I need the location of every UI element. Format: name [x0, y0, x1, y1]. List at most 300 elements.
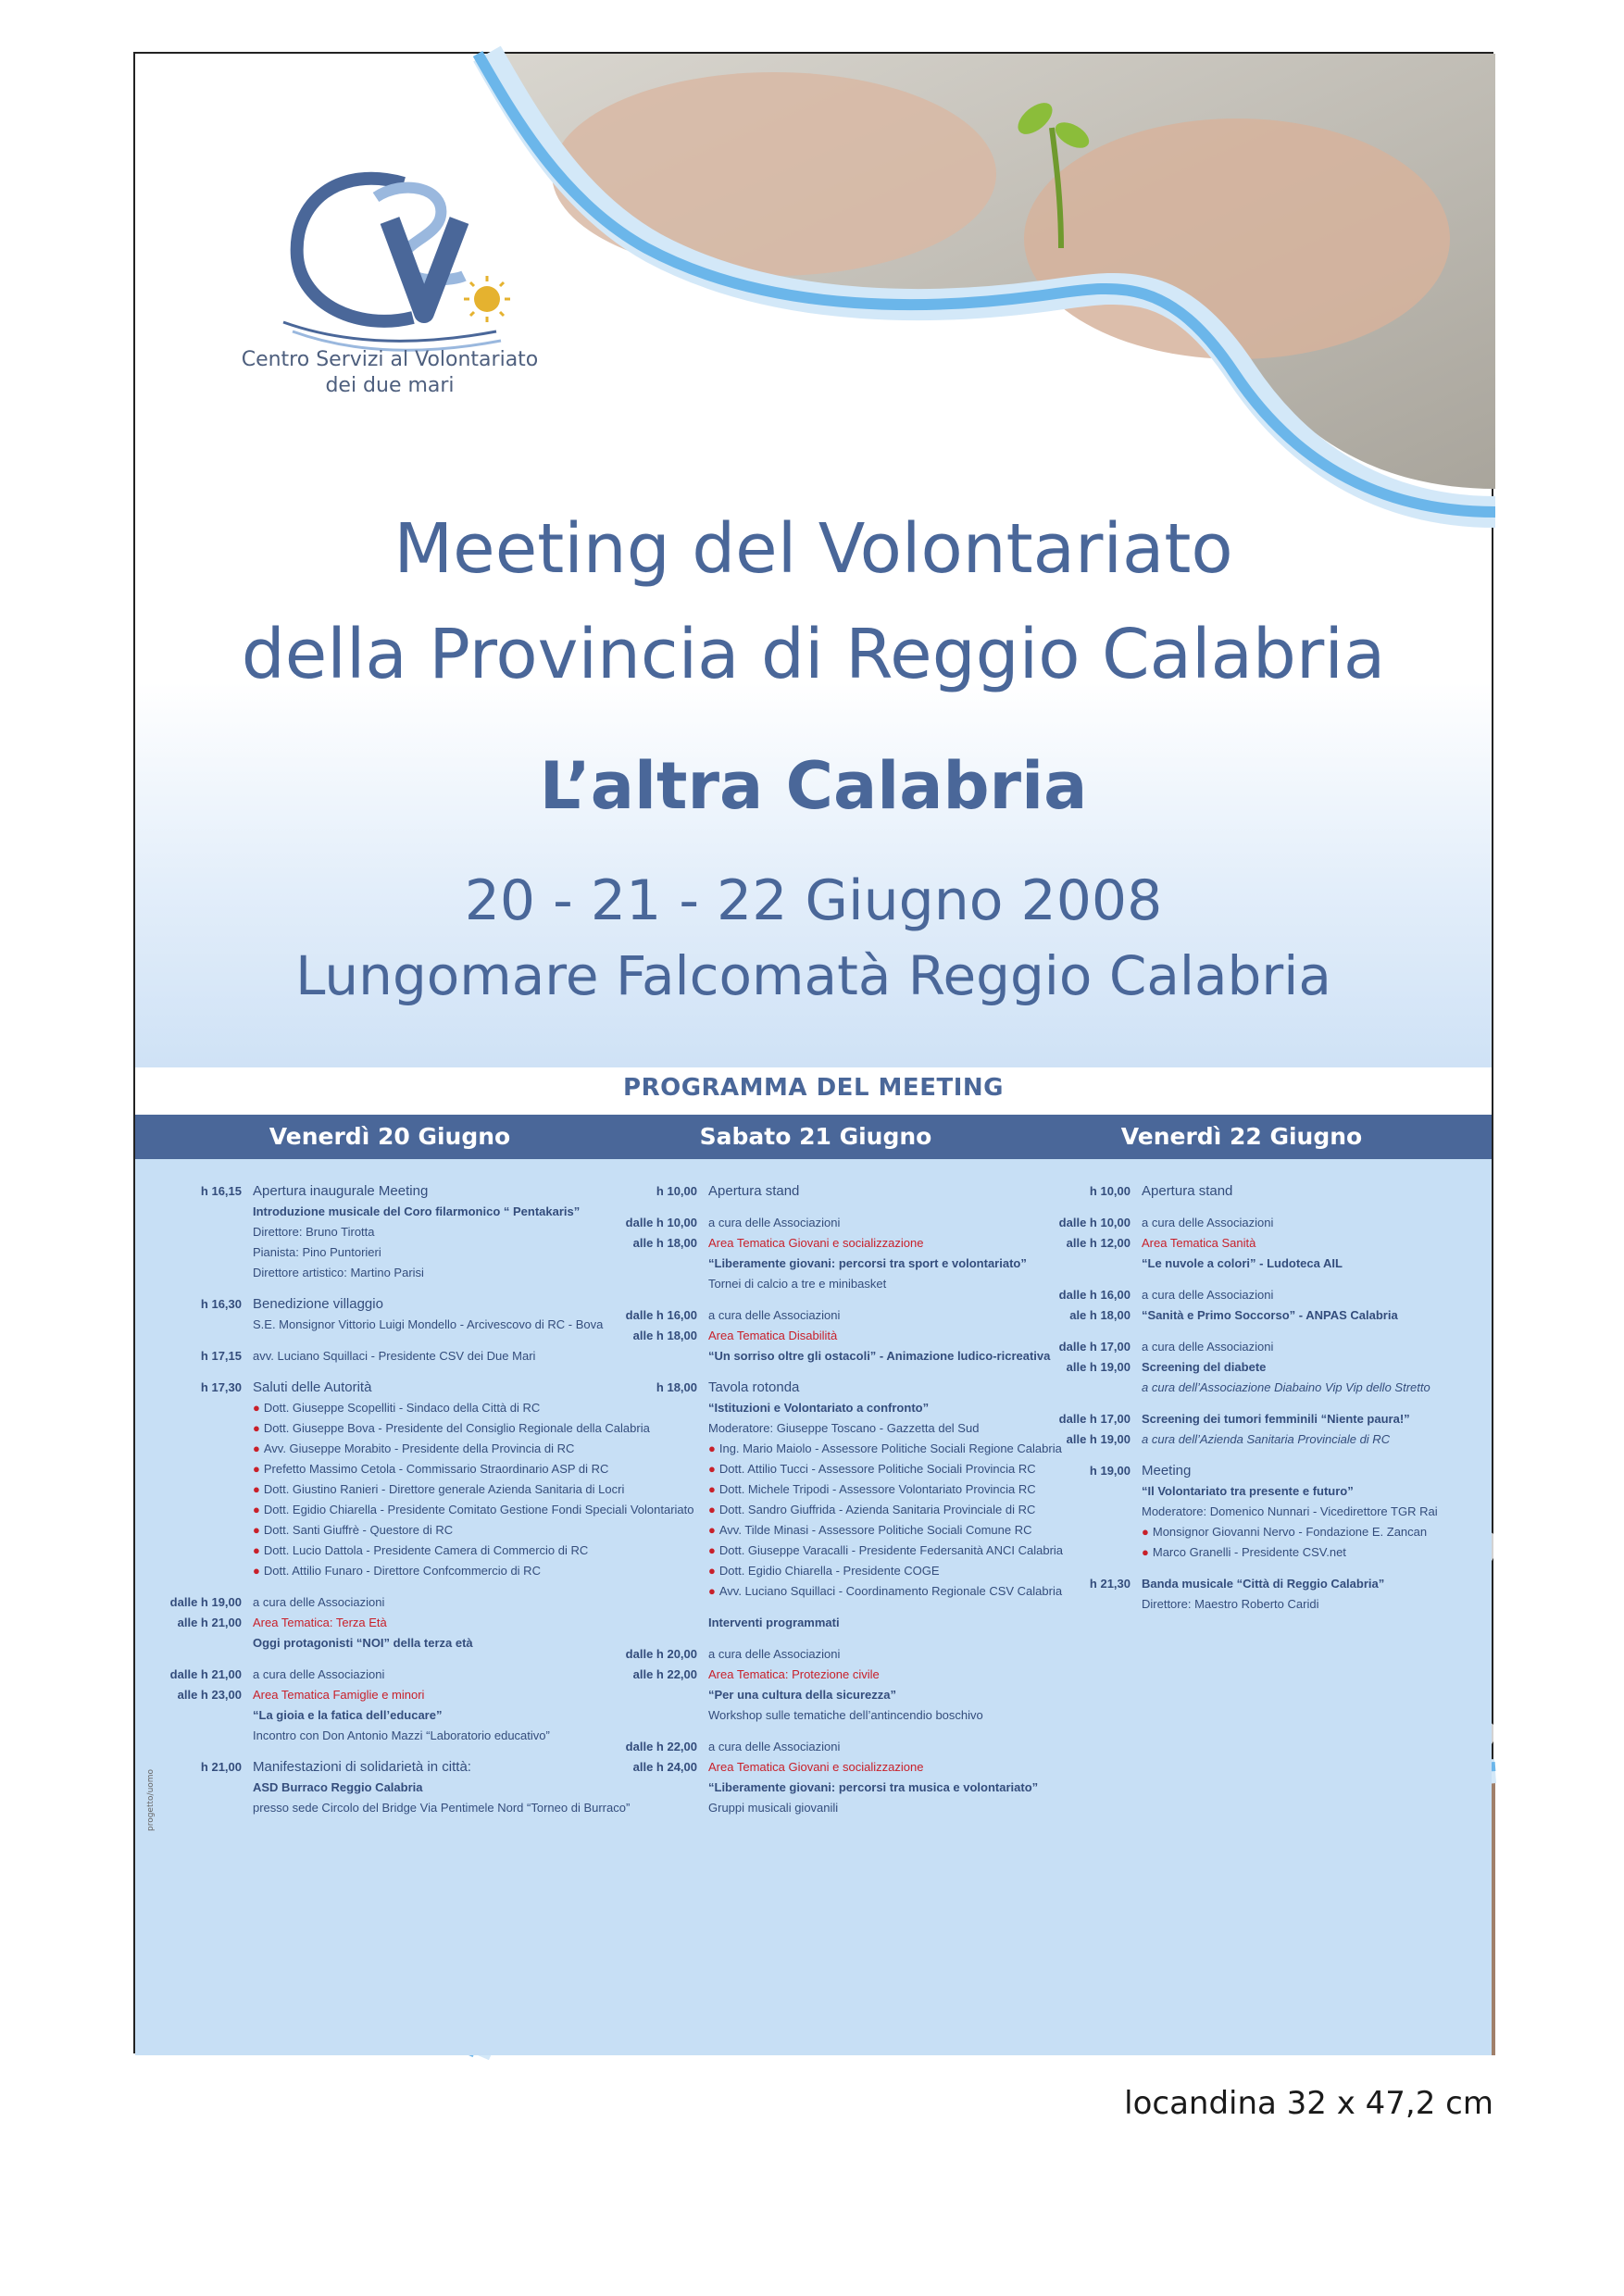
schedule-text [253, 1346, 589, 1366]
schedule-text-label: Benedizione villaggio [253, 1296, 383, 1312]
schedule-text-label: Meeting [1142, 1463, 1192, 1479]
schedule-row [154, 1561, 589, 1581]
schedule-text-label: Moderatore: Domenico Nunnari - Vicedirettore TGR Rai [1142, 1504, 1438, 1518]
schedule-time: h 16,30 [200, 1297, 242, 1311]
bullet-icon: ● [253, 1523, 260, 1537]
schedule-text [253, 1541, 589, 1561]
hand-shape [1024, 119, 1450, 359]
schedule-text [708, 1613, 1035, 1633]
schedule-time [154, 1418, 253, 1439]
schedule-text [253, 1665, 589, 1685]
schedule-text-label: Area Tematica Sanità [1142, 1236, 1256, 1250]
bullet-icon: ● [1142, 1525, 1149, 1539]
schedule-text [253, 1439, 589, 1459]
schedule-text [253, 1561, 589, 1581]
schedule-time [154, 1520, 253, 1541]
schedule-text [708, 1439, 1062, 1459]
schedule-row [154, 1685, 589, 1705]
bullet-icon: ● [708, 1584, 716, 1598]
schedule-text-label: “Istituzioni e Volontariato a confronto” [708, 1401, 930, 1415]
schedule-row [154, 1613, 589, 1633]
schedule-text-label: Area Tematica: Protezione civile [708, 1667, 880, 1681]
schedule-row [1043, 1409, 1478, 1429]
schedule-text [1142, 1594, 1478, 1615]
schedule-text-label: Dott. Giuseppe Scopelliti - Sindaco della Città di RC [263, 1401, 541, 1415]
schedule-time [154, 1541, 253, 1561]
schedule-time [1043, 1254, 1142, 1274]
schedule-time: ale h 18,00 [1069, 1308, 1131, 1322]
bullet-icon: ● [253, 1401, 260, 1415]
schedule-row [609, 1418, 1035, 1439]
schedule-text-label: “Le nuvole a colori” - Ludoteca AIL [1142, 1256, 1343, 1270]
poster-size-caption: locandina 32 x 47,2 cm [1124, 2085, 1493, 2122]
schedule-text-label: Dott. Egidio Chiarella - Presidente Comitato Gestione Fondi Speciali Volontariato [263, 1503, 694, 1516]
schedule-text [253, 1726, 589, 1746]
schedule-text-label: Area Tematica: Terza Età [253, 1616, 387, 1629]
schedule-text [253, 1378, 589, 1398]
schedule-time [609, 1254, 708, 1274]
schedule-text [708, 1213, 1035, 1233]
schedule-time [154, 1439, 253, 1459]
schedule-row [1043, 1429, 1478, 1450]
schedule-row [609, 1274, 1035, 1294]
schedule-time [609, 1500, 708, 1520]
schedule-row [1043, 1305, 1478, 1326]
schedule-time: h 17,30 [200, 1380, 242, 1394]
schedule-time [609, 1346, 708, 1366]
schedule-time [609, 1398, 708, 1418]
schedule-text-label: Area Tematica Famiglie e minori [253, 1688, 425, 1702]
schedule-text-label: presso sede Circolo del Bridge Via Pentimele Nord “Torneo di Burraco” [253, 1801, 631, 1815]
schedule-text [1142, 1378, 1478, 1398]
schedule-row [154, 1705, 589, 1726]
schedule-time: h 19,00 [1089, 1464, 1131, 1478]
schedule-time [154, 1705, 253, 1726]
bullet-icon: ● [708, 1564, 716, 1578]
schedule-column-day3 [1043, 1181, 1478, 1615]
schedule-time: dalle h 20,00 [625, 1647, 697, 1661]
event-venue: Lungomare Falcomatà Reggio Calabria [295, 944, 1331, 1007]
schedule-text [1142, 1502, 1478, 1522]
bullet-icon: ● [708, 1523, 716, 1537]
schedule-text [253, 1459, 608, 1479]
schedule-time [154, 1561, 253, 1581]
schedule-time: h 17,15 [200, 1349, 242, 1363]
schedule-row [154, 1242, 589, 1263]
schedule-text-label: “La gioia e la fatica dell’educare” [253, 1708, 443, 1722]
schedule-text-label: a cura delle Associazioni [708, 1740, 841, 1753]
schedule-text-label: Dott. Attilio Funaro - Direttore Confcommercio di RC [263, 1564, 541, 1578]
schedule-row [609, 1479, 1035, 1500]
schedule-row [609, 1213, 1035, 1233]
schedule-row [154, 1479, 625, 1500]
bullet-icon: ● [253, 1503, 260, 1516]
schedule-row [609, 1254, 1035, 1274]
schedule-text [708, 1305, 1035, 1326]
schedule-time [609, 1778, 708, 1798]
schedule-time [609, 1581, 708, 1602]
schedule-row [154, 1520, 589, 1541]
hand-shape [552, 72, 996, 276]
schedule-text-label: “Un sorriso oltre gli ostacoli” - Animazione ludico-ricreativa [708, 1349, 1051, 1363]
schedule-time [154, 1479, 253, 1500]
schedule-row [1043, 1502, 1478, 1522]
schedule-text-label: Apertura inaugurale Meeting [253, 1183, 429, 1199]
schedule-row [154, 1378, 589, 1398]
schedule-text-label: a cura delle Associazioni [1142, 1340, 1274, 1354]
schedule-time: alle h 19,00 [1066, 1432, 1131, 1446]
schedule-time [609, 1418, 708, 1439]
schedule-text [708, 1418, 1035, 1439]
schedule-text-label: Dott. Lucio Dattola - Presidente Camera di Commercio di RC [263, 1543, 589, 1557]
schedule-text [1142, 1181, 1478, 1202]
schedule-time [1043, 1522, 1142, 1542]
schedule-time [154, 1500, 253, 1520]
bullet-icon: ● [708, 1462, 716, 1476]
schedule-time [154, 1459, 253, 1479]
schedule-text-label: Apertura stand [708, 1183, 800, 1199]
schedule-text [253, 1294, 589, 1315]
schedule-text-label: Avv. Tilde Minasi - Assessore Politiche Sociali Comune RC [718, 1523, 1032, 1537]
schedule-row [154, 1798, 631, 1818]
program-heading: PROGRAMMA DEL MEETING [623, 1074, 1004, 1102]
schedule-text-label: ASD Burraco Reggio Calabria [253, 1780, 423, 1794]
schedule-row [609, 1305, 1035, 1326]
schedule-text-label: Dott. Egidio Chiarella - Presidente COGE [718, 1564, 940, 1578]
schedule-text-label: a cura delle Associazioni [1142, 1288, 1274, 1302]
schedule-row [154, 1202, 589, 1222]
schedule-time [154, 1778, 253, 1798]
schedule-time [609, 1798, 708, 1818]
main-title-line1: Meeting del Volontariato [394, 509, 1233, 589]
schedule-row [609, 1181, 1035, 1202]
schedule-time [154, 1798, 253, 1818]
schedule-text [253, 1418, 650, 1439]
schedule-time [609, 1705, 708, 1726]
schedule-text [708, 1274, 1035, 1294]
schedule-row [154, 1439, 589, 1459]
schedule-time [609, 1459, 708, 1479]
schedule-row [154, 1398, 589, 1418]
schedule-text-label: Apertura stand [1142, 1183, 1233, 1199]
schedule-text [708, 1254, 1035, 1274]
schedule-text-label: a cura delle Associazioni [708, 1216, 841, 1229]
schedule-row [154, 1726, 589, 1746]
schedule-time: h 10,00 [656, 1184, 697, 1198]
schedule-row [609, 1398, 1035, 1418]
schedule-text [708, 1757, 1035, 1778]
day-header-1: Venerdì 20 Giugno [269, 1123, 511, 1150]
schedule-text-label: Pianista: Pino Puntorieri [253, 1245, 381, 1259]
schedule-time: dalle h 17,00 [1058, 1340, 1131, 1354]
schedule-time [609, 1479, 708, 1500]
schedule-text [253, 1315, 603, 1335]
schedule-time [609, 1561, 708, 1581]
logo-subtitle-line1: Centro Servizi al Volontariato [241, 348, 539, 371]
schedule-row [154, 1500, 694, 1520]
schedule-row [1043, 1461, 1478, 1481]
schedule-time: alle h 19,00 [1066, 1360, 1131, 1374]
schedule-text [253, 1592, 589, 1613]
schedule-row [1043, 1337, 1478, 1357]
schedule-text [253, 1705, 589, 1726]
schedule-text [708, 1520, 1035, 1541]
schedule-text-label: Dott. Giustino Ranieri - Direttore generale Azienda Sanitaria di Locri [263, 1482, 625, 1496]
schedule-time [154, 1222, 253, 1242]
schedule-time [154, 1633, 253, 1653]
schedule-time: h 16,15 [200, 1184, 242, 1198]
schedule-row [154, 1222, 589, 1242]
schedule-text [708, 1705, 1035, 1726]
schedule-row [609, 1326, 1035, 1346]
schedule-row [609, 1346, 1051, 1366]
schedule-text-label: a cura delle Associazioni [1142, 1216, 1274, 1229]
schedule-text [1142, 1429, 1478, 1450]
bullet-icon: ● [708, 1482, 716, 1496]
schedule-text-label: Oggi protagonisti “NOI” della terza età [253, 1636, 473, 1650]
schedule-row [609, 1798, 1035, 1818]
schedule-row [154, 1665, 589, 1685]
schedule-text-label: Screening dei tumori femminili “Niente paura!” [1142, 1412, 1410, 1426]
schedule-time: h 18,00 [656, 1380, 697, 1394]
event-subtitle: L’altra Calabria [539, 748, 1088, 824]
schedule-text-label: Direttore: Bruno Tirotta [253, 1225, 375, 1239]
bullet-icon: ● [253, 1462, 260, 1476]
schedule-time: alle h 24,00 [632, 1760, 697, 1774]
bullet-icon: ● [253, 1441, 260, 1455]
day-header-2: Sabato 21 Giugno [699, 1123, 932, 1150]
schedule-text-label: Prefetto Massimo Cetola - Commissario Straordinario ASP di RC [263, 1462, 609, 1476]
day-header-bar [135, 1115, 1492, 1159]
schedule-time [154, 1398, 253, 1418]
schedule-text [253, 1242, 589, 1263]
schedule-row [609, 1459, 1035, 1479]
schedule-row [609, 1581, 1063, 1602]
schedule-text [708, 1479, 1036, 1500]
logo-subtitle-line2: dei due mari [325, 374, 455, 397]
schedule-text [708, 1326, 1035, 1346]
schedule-text-label: a cura delle Associazioni [253, 1667, 385, 1681]
bullet-icon: ● [253, 1564, 260, 1578]
bullet-icon: ● [1142, 1545, 1149, 1559]
schedule-time: dalle h 21,00 [169, 1667, 242, 1681]
schedule-text-label: Monsignor Giovanni Nervo - Fondazione E. Zancan [1152, 1525, 1428, 1539]
schedule-text [708, 1665, 1035, 1685]
schedule-text [253, 1633, 589, 1653]
schedule-text [1142, 1522, 1478, 1542]
schedule-row [609, 1439, 1062, 1459]
schedule-text-label: Dott. Sandro Giuffrida - Azienda Sanitaria Provinciale di RC [718, 1503, 1036, 1516]
schedule-text-label: “Per una cultura della sicurezza” [708, 1688, 897, 1702]
schedule-time [1043, 1378, 1142, 1398]
schedule-row [154, 1294, 589, 1315]
schedule-text [708, 1778, 1038, 1798]
schedule-text [253, 1202, 589, 1222]
schedule-row [1043, 1213, 1478, 1233]
schedule-text [1142, 1285, 1478, 1305]
schedule-text [708, 1581, 1062, 1602]
schedule-time [609, 1685, 708, 1705]
schedule-row [609, 1233, 1035, 1254]
schedule-row [154, 1633, 589, 1653]
schedule-time: h 10,00 [1089, 1184, 1131, 1198]
schedule-row [154, 1315, 604, 1335]
poster [133, 52, 1493, 2053]
schedule-row [1043, 1378, 1478, 1398]
schedule-row [1043, 1233, 1478, 1254]
schedule-row [154, 1181, 589, 1202]
schedule-text [253, 1479, 624, 1500]
schedule-text-label: Saluti delle Autorità [253, 1379, 372, 1395]
schedule-text [708, 1233, 1035, 1254]
schedule-text [708, 1541, 1063, 1561]
bullet-icon: ● [708, 1441, 716, 1455]
schedule-text [1142, 1357, 1478, 1378]
schedule-row [609, 1757, 1035, 1778]
schedule-text [708, 1644, 1035, 1665]
schedule-row [609, 1665, 1035, 1685]
schedule-text [708, 1459, 1036, 1479]
schedule-text [253, 1613, 589, 1633]
main-title-line2: della Provincia di Reggio Calabria [241, 615, 1386, 694]
schedule-text-label: Workshop sulle tematiche dell’antincendio boschivo [708, 1708, 983, 1722]
schedule-text [1142, 1254, 1478, 1274]
schedule-text-label: Direttore artistico: Martino Parisi [253, 1266, 424, 1279]
schedule-time [154, 1726, 253, 1746]
schedule-time: alle h 12,00 [1066, 1236, 1131, 1250]
schedule-time: dalle h 16,00 [1058, 1288, 1131, 1302]
schedule-row [609, 1561, 1035, 1581]
schedule-text [253, 1685, 589, 1705]
schedule-text [253, 1181, 589, 1202]
schedule-time [154, 1242, 253, 1263]
schedule-time [154, 1263, 253, 1283]
schedule-row [1043, 1357, 1478, 1378]
schedule-text-label: Ing. Mario Maiolo - Assessore Politiche Sociali Regione Calabria [718, 1441, 1062, 1455]
schedule-row [154, 1757, 589, 1778]
schedule-time: dalle h 10,00 [625, 1216, 697, 1229]
schedule-text-label: Incontro con Don Antonio Mazzi “Laboratorio educativo” [253, 1728, 550, 1742]
schedule-text-label: avv. Luciano Squillaci - Presidente CSV dei Due Mari [253, 1349, 536, 1363]
schedule-text-label: Dott. Attilio Tucci - Assessore Politiche Sociali Provincia RC [718, 1462, 1036, 1476]
schedule-text-label: Banda musicale “Città di Reggio Calabria” [1142, 1577, 1385, 1591]
schedule-text-label: Tornei di calcio a tre e minibasket [708, 1277, 887, 1291]
schedule-text-label: Gruppi musicali giovanili [708, 1801, 839, 1815]
schedule-text-label: Tavola rotonda [708, 1379, 800, 1395]
schedule-row [1043, 1285, 1478, 1305]
schedule-text-label: “Il Volontariato tra presente e futuro” [1142, 1484, 1354, 1498]
schedule-text [253, 1222, 589, 1242]
schedule-row [1043, 1481, 1478, 1502]
schedule-text [708, 1500, 1035, 1520]
schedule-row [609, 1613, 1035, 1633]
schedule-time: dalle h 16,00 [625, 1308, 697, 1322]
schedule-text-label: Dott. Santi Giuffrè - Questore di RC [263, 1523, 454, 1537]
schedule-row [154, 1418, 650, 1439]
schedule-row [609, 1705, 1035, 1726]
schedule-text-label: a cura dell’Azienda Sanitaria Provinciale di RC [1142, 1432, 1391, 1446]
schedule-text-label: a cura delle Associazioni [253, 1595, 385, 1609]
schedule-text-label: Avv. Giuseppe Morabito - Presidente della Provincia di RC [263, 1441, 575, 1455]
schedule-text [708, 1378, 1035, 1398]
schedule-text [708, 1737, 1035, 1757]
schedule-row [1043, 1181, 1478, 1202]
schedule-text-label: Area Tematica Giovani e socializzazione [708, 1236, 924, 1250]
schedule-time [1043, 1481, 1142, 1502]
schedule-text [1142, 1409, 1478, 1429]
bullet-icon: ● [708, 1543, 716, 1557]
schedule-text [708, 1798, 1035, 1818]
schedule-time: alle h 18,00 [632, 1236, 697, 1250]
schedule-time: alle h 23,00 [177, 1688, 242, 1702]
schedule-text [708, 1181, 1035, 1202]
schedule-time [1043, 1594, 1142, 1615]
schedule-text-label: Dott. Michele Tripodi - Assessore Volontariato Provincia RC [718, 1482, 1036, 1496]
bullet-icon: ● [253, 1421, 260, 1435]
schedule-text [1142, 1542, 1478, 1563]
schedule-text [253, 1798, 630, 1818]
schedule-row [1043, 1254, 1478, 1274]
schedule-text [1142, 1305, 1478, 1326]
schedule-row [154, 1541, 589, 1561]
schedule-text [1142, 1337, 1478, 1357]
schedule-text-label: Introduzione musicale del Coro filarmonico “ Pentakaris” [253, 1204, 581, 1218]
schedule-text-label: “Liberamente giovani: percorsi tra sport e volontariato” [708, 1256, 1027, 1270]
schedule-text-label: S.E. Monsignor Vittorio Luigi Mondello - Arcivescovo di RC - Bova [253, 1317, 604, 1331]
schedule-time [609, 1439, 708, 1459]
schedule-row [609, 1644, 1035, 1665]
schedule-time [609, 1520, 708, 1541]
schedule-text-label: Area Tematica Giovani e socializzazione [708, 1760, 924, 1774]
schedule-time [1043, 1502, 1142, 1522]
schedule-row [609, 1500, 1035, 1520]
schedule-time: dalle h 19,00 [169, 1595, 242, 1609]
schedule-text [708, 1346, 1050, 1366]
day-header-3: Venerdì 22 Giugno [1120, 1123, 1363, 1150]
schedule-text-label: Marco Granelli - Presidente CSV.net [1152, 1545, 1346, 1559]
schedule-row [1043, 1574, 1478, 1594]
schedule-text-label: “Liberamente giovani: percorsi tra musica e volontariato” [708, 1780, 1039, 1794]
event-dates: 20 - 21 - 22 Giugno 2008 [464, 868, 1163, 933]
schedule-text [253, 1398, 589, 1418]
schedule-text [1142, 1461, 1478, 1481]
schedule-text-label: Manifestazioni di solidarietà in città: [253, 1759, 471, 1775]
bullet-icon: ● [708, 1503, 716, 1516]
design-credit: progetto/uomo [146, 1768, 156, 1831]
schedule-time [609, 1613, 708, 1633]
schedule-time [154, 1315, 253, 1335]
schedule-row [154, 1346, 589, 1366]
schedule-time: dalle h 22,00 [625, 1740, 697, 1753]
schedule-text [708, 1685, 1035, 1705]
schedule-text [253, 1263, 589, 1283]
schedule-row [609, 1737, 1035, 1757]
schedule-row [609, 1378, 1035, 1398]
schedule-text [1142, 1481, 1478, 1502]
schedule-row [1043, 1542, 1478, 1563]
schedule-row [154, 1263, 589, 1283]
schedule-row [609, 1778, 1039, 1798]
schedule-text [708, 1561, 1035, 1581]
schedule-row [609, 1541, 1064, 1561]
schedule-text-label: a cura delle Associazioni [708, 1647, 841, 1661]
schedule-row [154, 1592, 589, 1613]
schedule-time [609, 1541, 708, 1561]
schedule-row [154, 1459, 609, 1479]
schedule-time [609, 1274, 708, 1294]
schedule-text [1142, 1213, 1478, 1233]
schedule-time: dalle h 17,00 [1058, 1412, 1131, 1426]
